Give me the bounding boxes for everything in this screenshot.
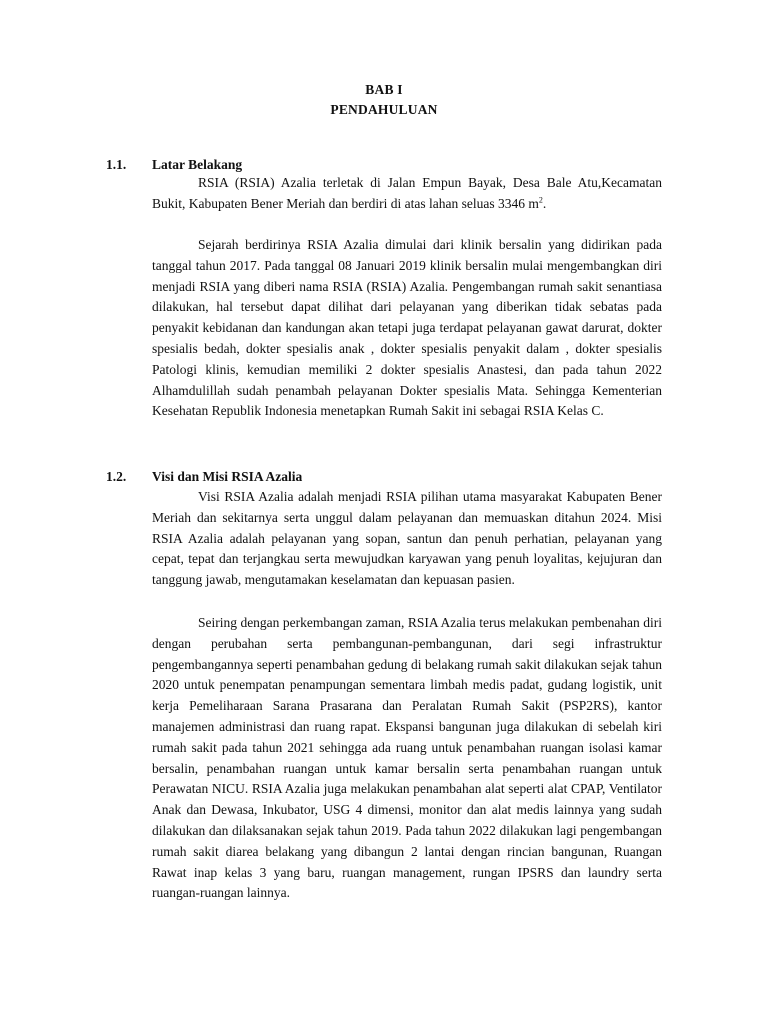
section-number: 1.2.: [106, 469, 127, 484]
chapter-number: BAB I: [365, 82, 403, 97]
area-suffix: .: [542, 195, 547, 211]
chapter-title: PENDAHULUAN: [330, 102, 438, 117]
paragraph: Sejarah berdirinya RSIA Azalia dimulai dari klinik bersalin yang didirikan pada tanggal tahun 2017. Pada tanggal 08 Januari 2019 klinik bersalin mulai mengembangkan diri menjadi RSIA yang diberi nama RSIA (RSIA) Azalia. Pengembangan rumah sakit senantiasa dilakukan, hal tersebut dapat dilihat dari pelayanan yang diberikan tidak sebatas pada penyakit kebidanan dan kandungan akan tetapi juga terdapat pelayanan gawat darurat, dokter spesialis bedah, dokter spesialis anak , dokter spesialis penyakit dalam , dokter spesialis Patologi klinis, kemudian memiliki 2 dokter spesialis Anastesi, dan pada tahun 2022 Alhamdulillah sudah penambah pelayanan Dokter spesialis Mata. Sehingga Kementerian Kesehatan Republik Indonesia menetapkan Rumah Sakit ini sebagai RSIA Kelas C.: [152, 237, 662, 419]
paragraph: [152, 173, 662, 215]
paragraph-text: RSIA (RSIA) Azalia terletak di Jalan Empun Bayak, Desa Bale Atu,Kecamatan Bukit, Kabupaten Bener Meriah dan berdiri di atas lahan seluas 3346 m: [152, 175, 662, 211]
paragraph: Visi RSIA Azalia adalah menjadi RSIA pilihan utama masyarakat Kabupaten Bener Meriah dan sekitarnya serta unggul dalam pelayanan dan memuaskan ditahun 2024. Misi RSIA Azalia adalah pelayanan yang sopan, santun dan penuh perhatian, pelayanan yang cepat, tepat dan terjangkau serta mewujudkan karyawan yang penuh loyalitas, kejujuran dan tanggung jawab, mengutamakan keselamatan dan kepuasan pasien.: [152, 489, 662, 588]
paragraph: Seiring dengan perkembangan zaman, RSIA Azalia terus melakukan pembenahan diri dengan perubahan serta pembangunan-pembangunan, dari segi infrastruktur pengembangannya seperti penambahan gedung di belakang rumah sakit dilakukan sejak tahun 2020 untuk penempatan penampungan sementara limbah medis padat, gudang logistik, unit kerja Pemeliharaan Sarana Prasarana dan Peralatan Rumah Sakit (PSP2RS), kantor manajemen administrasi dan ruang rapat. Ekspansi bangunan juga dilakukan di sebelah kiri rumah sakit pada tahun 2021 sehingga ada ruang untuk penambahan ruangan isolasi kamar bersalin, penambahan ruangan untuk kamar bersalin serta penambahan ruangan untuk Perawatan NICU. RSIA Azalia juga melakukan penambahan alat seperti alat CPAP, Ventilator Anak dan Dewasa, Inkubator, USG 4 dimensi, monitor dan alat medis lainnya yang sudah dilakukan dan dilaksanakan sejak tahun 2019. Pada tahun 2022 dilakukan lagi pengembangan rumah sakit diarea belakang yang dibangun 2 lantai dengan rincian bangunan, Ruangan Rawat inap kelas 3 yang baru, ruangan management, rungan IPSRS dan laundry serta ruangan-ruangan lainnya.: [152, 615, 662, 901]
section-title: Latar Belakang: [152, 157, 243, 172]
section-title: Visi dan Misi RSIA Azalia: [152, 469, 303, 484]
section-number: 1.1.: [106, 157, 127, 172]
area-superscript: 2: [538, 195, 543, 205]
